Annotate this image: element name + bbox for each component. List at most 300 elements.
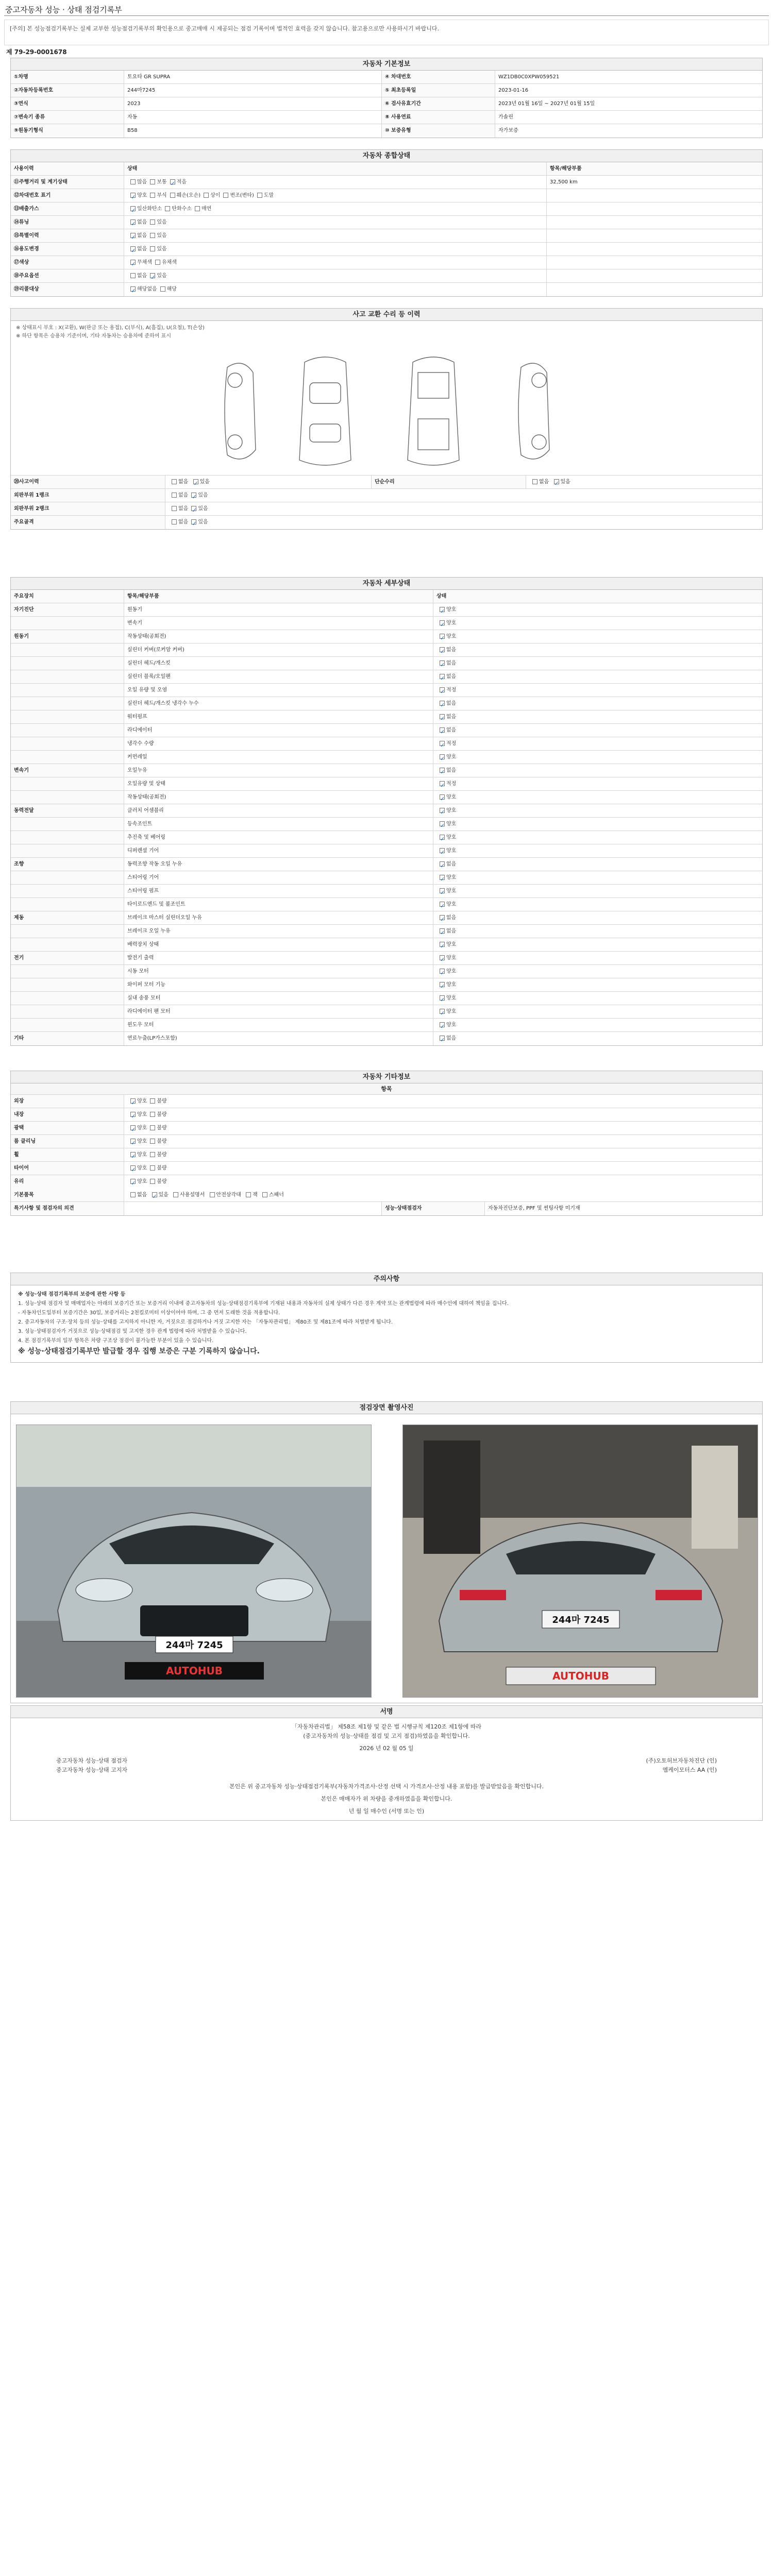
basic-info-label: ⑧ 사용연료 <box>382 111 495 124</box>
detail-group <box>11 710 124 723</box>
tools-jack-checkbox[interactable] <box>246 1192 251 1197</box>
panel-rank-row <box>11 516 762 529</box>
tools-spanner-checkbox[interactable] <box>262 1192 267 1197</box>
repair-none-checkbox[interactable] <box>532 479 537 484</box>
status-checkbox[interactable] <box>170 179 175 184</box>
extra-checkbox[interactable] <box>130 1112 136 1117</box>
detail-row <box>11 818 762 831</box>
detail-state-checkbox[interactable] <box>440 741 445 746</box>
detail-item: 연료누출(LP가스포함) <box>124 1032 433 1045</box>
basic-info-label: ⑩ 보증유형 <box>382 124 495 138</box>
extra-checkbox[interactable] <box>130 1165 136 1171</box>
extra-checkbox[interactable] <box>150 1165 155 1171</box>
notes-body <box>11 1285 762 1362</box>
detail-item: 워터펌프 <box>124 710 433 723</box>
rear-photo <box>402 1425 758 1698</box>
tools-manual-label: 사용설명서 <box>180 1192 205 1198</box>
detail-group <box>11 643 124 656</box>
status-checkbox[interactable] <box>160 286 165 292</box>
detail-item: 커먼레일 <box>124 751 433 764</box>
detail-group <box>11 818 124 831</box>
extra-checkbox[interactable] <box>150 1125 155 1130</box>
detail-group <box>11 791 124 804</box>
detail-state-checkbox[interactable] <box>440 902 445 907</box>
extra-row <box>11 1135 762 1148</box>
detail-item: 와이퍼 모터 기능 <box>124 978 433 991</box>
detail-group <box>11 885 124 897</box>
detail-state-checkbox[interactable] <box>440 821 445 826</box>
car-bottom-engine-area <box>418 372 449 398</box>
detail-state <box>433 885 762 897</box>
detail-group: 원동기 <box>11 630 124 643</box>
tools-yes-checkbox[interactable] <box>152 1192 157 1197</box>
extra-label: 유리 <box>11 1175 124 1189</box>
detail-state-label: 없음 <box>446 861 457 867</box>
detail-state-label: 양호 <box>446 848 457 854</box>
detail-state-checkbox[interactable] <box>440 942 445 947</box>
detail-state <box>433 1019 762 1031</box>
detail-item: 원동기 <box>124 603 433 616</box>
detail-state-checkbox[interactable] <box>440 687 445 692</box>
panel-rank-option-label: 있음 <box>198 506 208 512</box>
accident-row <box>11 476 762 489</box>
detail-item: 클러치 어셈블리 <box>124 804 433 817</box>
detail-item: 브레이크 마스터 실린더오일 누유 <box>124 911 433 924</box>
detail-state-label: 양호 <box>446 969 457 974</box>
car-left-rear-wheel <box>228 435 242 449</box>
panel-rank-checkbox[interactable] <box>191 493 196 498</box>
accident-none-checkbox[interactable] <box>172 479 177 484</box>
status-checkbox[interactable] <box>155 260 160 265</box>
basic-info-row <box>11 111 762 124</box>
status-checkbox[interactable] <box>223 193 228 198</box>
seller-row <box>15 1766 758 1775</box>
tools-yes-label: 있음 <box>158 1192 169 1198</box>
detail-state-label: 없음 <box>446 660 457 666</box>
status-note <box>547 283 762 296</box>
panel-rank-checkbox[interactable] <box>191 506 196 511</box>
panel-rank-checkbox[interactable] <box>172 506 177 511</box>
detail-state-checkbox[interactable] <box>440 835 445 840</box>
extra-checkbox[interactable] <box>130 1139 136 1144</box>
detail-item: 오일유량 및 상태 <box>124 777 433 790</box>
notes-warning: ※ 성능·상태점검기록부만 발급할 경우 집행 보증은 구분 기록하지 않습니다. <box>18 1347 260 1355</box>
status-label: ⑱주요옵션 <box>11 269 124 282</box>
status-option-label: 많음 <box>137 179 147 185</box>
tools-none-checkbox[interactable] <box>130 1192 136 1197</box>
panel-rank-options <box>165 502 762 515</box>
status-checkbox[interactable] <box>150 246 155 251</box>
basic-info-value: 244마7245 <box>124 84 382 97</box>
detail-item: 냉각수 수량 <box>124 737 433 750</box>
basic-info-label: ①차명 <box>11 71 124 83</box>
accident-options <box>165 476 372 488</box>
basic-info-value: 자가보증 <box>498 128 518 133</box>
detail-state-checkbox[interactable] <box>440 781 445 786</box>
extra-option-label: 양호 <box>137 1152 147 1158</box>
basic-info-value: WZ1DB0C0XPW059521 <box>498 74 560 80</box>
status-checkbox[interactable] <box>204 193 209 198</box>
detail-state-checkbox[interactable] <box>440 701 445 706</box>
status-option-label: 있음 <box>157 233 167 239</box>
car-top-windshield <box>310 383 341 403</box>
accident-yes-label: 있음 <box>199 479 210 485</box>
detail-state-checkbox[interactable] <box>440 808 445 813</box>
status-checkbox[interactable] <box>130 219 136 225</box>
detail-item: 실린더 헤드/개스킷 냉각수 누수 <box>124 697 433 710</box>
detail-item: 오일누유 <box>124 764 433 777</box>
basic-info-rows <box>11 71 762 138</box>
detail-state-checkbox[interactable] <box>440 1036 445 1041</box>
buyer-text: 본인은 매매자가 위 차량을 중개하였음을 확인합니다. <box>321 1795 452 1802</box>
detail-state-checkbox[interactable] <box>440 1022 445 1027</box>
detail-item: 타이로드엔드 및 볼조인트 <box>124 898 433 911</box>
tools-options <box>124 1189 762 1201</box>
extra-label: 내장 <box>11 1108 124 1121</box>
detail-row <box>11 1032 762 1045</box>
status-option-label: 일산화탄소 <box>137 206 162 212</box>
repair-none-label: 없음 <box>539 479 549 485</box>
special-label: 특기사항 및 점검자의 의견 <box>11 1202 124 1215</box>
status-options <box>124 176 547 189</box>
status-checkbox[interactable] <box>257 193 262 198</box>
status-checkbox[interactable] <box>130 206 136 211</box>
extra-options <box>124 1148 762 1161</box>
tools-triangle-checkbox[interactable] <box>210 1192 215 1197</box>
extra-options <box>124 1108 762 1121</box>
extra-row <box>11 1095 762 1108</box>
status-note <box>547 243 762 256</box>
detail-state-checkbox[interactable] <box>440 674 445 679</box>
detail-item: 라디에이터 팬 모터 <box>124 1005 433 1018</box>
detail-state-label: 양호 <box>446 982 457 988</box>
detail-item: 실내 송풍 모터 <box>124 992 433 1005</box>
status-option-label: 해당없음 <box>137 286 157 292</box>
detail-group <box>11 831 124 844</box>
panel-rank-label: 외판부위 1랭크 <box>11 489 165 502</box>
detail-row <box>11 603 762 617</box>
detail-state <box>433 831 762 844</box>
status-rows <box>11 176 762 296</box>
extra-option-label: 불량 <box>157 1152 167 1158</box>
note-item: ※ 성능·상태 점검기록부의 보증에 관한 사항 등 <box>18 1292 126 1297</box>
extra-checkbox[interactable] <box>130 1179 136 1184</box>
detail-state-checkbox[interactable] <box>440 714 445 719</box>
detail-row <box>11 791 762 804</box>
signature-date: 2026 년 02 월 05 일 <box>359 1745 414 1752</box>
panel-rank-checkbox[interactable] <box>172 519 177 524</box>
detail-state-checkbox[interactable] <box>440 660 445 666</box>
accident-yes-checkbox[interactable] <box>193 479 198 484</box>
extra-option-label: 불량 <box>157 1098 167 1104</box>
extra-options <box>124 1175 762 1189</box>
rear-car-image <box>403 1425 758 1698</box>
panel-rank-option-label: 없음 <box>178 519 189 525</box>
detail-state <box>433 965 762 978</box>
detail-state-label: 없음 <box>446 701 457 706</box>
inspector-cost-label: 성능·상태점검자 <box>382 1202 485 1215</box>
detail-row <box>11 751 762 764</box>
detail-state <box>433 710 762 723</box>
front-plate-text: 244마 7245 <box>165 1640 223 1651</box>
detail-row <box>11 898 762 911</box>
status-checkbox[interactable] <box>150 273 155 278</box>
notes-heading: 주의사항 <box>11 1273 762 1285</box>
tools-row <box>11 1189 762 1202</box>
status-label: ⑭튜닝 <box>11 216 124 229</box>
seller-label: 중고자동차 성능·상태 고지자 <box>56 1767 128 1773</box>
panel-rank-option-label: 있음 <box>198 519 208 525</box>
detail-row <box>11 952 762 965</box>
detail-state-checkbox[interactable] <box>440 995 445 1001</box>
car-right-rear-wheel <box>532 435 546 449</box>
extra-label: 외장 <box>11 1095 124 1108</box>
basic-info-value: 자동 <box>124 111 382 124</box>
status-option-label: 부식 <box>157 193 167 198</box>
note-item: 4. 본 점검기록부의 일부 항목은 차량 구조상 점검이 불가능한 부분이 있을 수 있습니다. <box>18 1338 214 1344</box>
detail-state-checkbox[interactable] <box>440 794 445 800</box>
detail-state <box>433 630 762 643</box>
detail-state-checkbox[interactable] <box>440 620 445 625</box>
detail-state-checkbox[interactable] <box>440 727 445 733</box>
status-checkbox[interactable] <box>170 193 175 198</box>
status-header-row <box>11 162 762 176</box>
status-label: ⑯용도변경 <box>11 243 124 256</box>
status-row <box>11 216 762 229</box>
status-option-label: 없음 <box>137 246 147 252</box>
accident-history-section <box>10 308 763 530</box>
detail-state-checkbox[interactable] <box>440 875 445 880</box>
extra-row <box>11 1148 762 1162</box>
status-option-label: 없음 <box>137 219 147 225</box>
detail-state <box>433 617 762 630</box>
status-option-label: 탄화수소 <box>172 206 192 212</box>
detail-item: 발전기 출력 <box>124 952 433 964</box>
detail-state <box>433 858 762 871</box>
detail-group <box>11 992 124 1005</box>
detail-state <box>433 898 762 911</box>
basic-info-row <box>11 71 762 84</box>
panel-rank-checkbox[interactable] <box>191 519 196 524</box>
extra-checkbox[interactable] <box>150 1179 155 1184</box>
detail-state <box>433 603 762 616</box>
status-row <box>11 176 762 189</box>
status-checkbox[interactable] <box>130 273 136 278</box>
detail-state-label: 양호 <box>446 875 457 880</box>
detail-state-label: 양호 <box>446 754 457 760</box>
status-option-label: 적음 <box>176 179 187 185</box>
basic-info-section <box>10 58 763 138</box>
signature-line2: (중고자동차의 성능·상태를 점검 및 고지 점검)하였음을 확인합니다. <box>303 1733 470 1739</box>
detail-group: 동력전달 <box>11 804 124 817</box>
detail-state-checkbox[interactable] <box>440 1009 445 1014</box>
basic-info-label: ⑥ 검사유효기간 <box>382 97 495 110</box>
basic-info-label: ④ 차대번호 <box>382 71 495 83</box>
extra-options <box>124 1162 762 1175</box>
status-label: ⑮특별이력 <box>11 229 124 242</box>
detail-state-checkbox[interactable] <box>440 861 445 867</box>
rear-plate-text: 244마 7245 <box>552 1615 610 1625</box>
detail-state-label: 양호 <box>446 995 457 1001</box>
status-col-item: 사용이력 <box>11 162 124 175</box>
status-option-label: 매연 <box>201 206 212 212</box>
status-option-label: 해당 <box>166 286 177 292</box>
basic-info-heading: 자동차 기본정보 <box>11 58 762 71</box>
extra-row <box>11 1108 762 1122</box>
status-checkbox[interactable] <box>150 219 155 225</box>
status-row <box>11 189 762 202</box>
status-checkbox[interactable] <box>130 233 136 238</box>
detail-state-label: 양호 <box>446 607 457 613</box>
detail-state-checkbox[interactable] <box>440 848 445 853</box>
tools-spanner-label: 스패너 <box>268 1192 284 1198</box>
status-row <box>11 283 762 296</box>
car-right-side-outline <box>518 363 549 459</box>
detail-state-checkbox[interactable] <box>440 915 445 920</box>
detail-row <box>11 617 762 630</box>
status-checkbox[interactable] <box>150 193 155 198</box>
detail-group: 전기 <box>11 952 124 964</box>
detail-state <box>433 844 762 857</box>
basic-info-value: 2023 <box>124 97 382 110</box>
status-label: ⑲리콜대상 <box>11 283 124 296</box>
detail-group <box>11 751 124 764</box>
detail-state-checkbox[interactable] <box>440 969 445 974</box>
detail-state-checkbox[interactable] <box>440 607 445 612</box>
extra-checkbox[interactable] <box>150 1139 155 1144</box>
detail-row <box>11 643 762 657</box>
panel-rank-checkbox[interactable] <box>172 493 177 498</box>
notice-box: [주의] 본 성능점검기록부는 실제 교부한 성능점검기록부의 확인용으로 중고매매 시 제공되는 점검 기록이며 법적인 효력을 갖지 않습니다. 참고용으로만 사용하시기 바랍니다. <box>4 20 769 45</box>
status-checkbox[interactable] <box>195 206 200 211</box>
car-right-front-wheel <box>532 373 546 387</box>
status-checkbox[interactable] <box>150 179 155 184</box>
doc-title: 중고자동차 성능 · 상태 점검기록부 <box>5 5 122 14</box>
detail-state-label: 양호 <box>446 620 457 626</box>
status-note <box>547 216 762 229</box>
front-car-image <box>16 1425 372 1698</box>
panel-rank-label: 외판부위 2랭크 <box>11 502 165 515</box>
tools-manual-checkbox[interactable] <box>173 1192 178 1197</box>
detail-group <box>11 617 124 630</box>
detail-group <box>11 724 124 737</box>
detail-item: 디퍼렌셜 기어 <box>124 844 433 857</box>
extra-checkbox[interactable] <box>150 1098 155 1104</box>
detail-state-label: 양호 <box>446 821 457 827</box>
detail-state <box>433 777 762 790</box>
detail-state-label: 없음 <box>446 727 457 733</box>
detail-state-label: 양호 <box>446 808 457 814</box>
basic-info-row <box>11 97 762 111</box>
detail-rows <box>11 603 762 1045</box>
status-checkbox[interactable] <box>130 246 136 251</box>
status-row <box>11 202 762 216</box>
status-checkbox[interactable] <box>165 206 170 211</box>
detail-item: 작동상태(공회전) <box>124 791 433 804</box>
inspector-row <box>15 1756 758 1766</box>
rear-banner-text: AUTOHUB <box>552 1670 609 1682</box>
detail-state-label: 양호 <box>446 835 457 840</box>
detail-state-label: 적정 <box>446 781 457 787</box>
detail-item: 배력장치 상태 <box>124 938 433 951</box>
basic-info-label: ⑨원동기형식 <box>11 124 124 138</box>
status-option-label: 있음 <box>157 219 167 225</box>
detail-group: 자기진단 <box>11 603 124 616</box>
extra-option-label: 불량 <box>157 1179 167 1184</box>
repair-yes-label: 있음 <box>560 479 570 485</box>
extra-checkbox[interactable] <box>150 1112 155 1117</box>
extra-checkbox[interactable] <box>130 1152 136 1157</box>
status-option-label: 있음 <box>157 246 167 252</box>
extra-checkbox[interactable] <box>130 1125 136 1130</box>
detail-row <box>11 804 762 818</box>
detail-row <box>11 844 762 858</box>
status-option-label: 없음 <box>137 273 147 279</box>
detail-state-checkbox[interactable] <box>440 768 445 773</box>
extra-option-label: 불량 <box>157 1125 167 1131</box>
detail-group <box>11 777 124 790</box>
detail-col-state: 상태 <box>433 590 762 603</box>
detail-item: 라디에이터 <box>124 724 433 737</box>
status-option-label: 무채색 <box>137 260 152 265</box>
detail-state <box>433 911 762 924</box>
detail-state-label: 없음 <box>446 928 457 934</box>
detail-state-checkbox[interactable] <box>440 888 445 893</box>
detail-state-checkbox[interactable] <box>440 955 445 960</box>
status-checkbox[interactable] <box>130 179 136 184</box>
detail-state-checkbox[interactable] <box>440 928 445 934</box>
detail-state-checkbox[interactable] <box>440 982 445 987</box>
detail-state-checkbox[interactable] <box>440 647 445 652</box>
detail-state-label: 양호 <box>446 1022 457 1028</box>
extra-row <box>11 1175 762 1189</box>
status-checkbox[interactable] <box>130 193 136 198</box>
extra-checkbox[interactable] <box>130 1098 136 1104</box>
status-checkbox[interactable] <box>130 260 136 265</box>
panel-rank-row <box>11 489 762 502</box>
photos-area <box>11 1414 762 1703</box>
extra-option-label: 양호 <box>137 1125 147 1131</box>
detail-state-label: 없음 <box>446 714 457 720</box>
status-option-label: 상이 <box>210 193 221 198</box>
detail-state <box>433 1032 762 1045</box>
status-options <box>124 256 547 269</box>
detail-item: 추진축 및 베어링 <box>124 831 433 844</box>
basic-info-value: 2023년 01월 16일 ~ 2027년 01월 15일 <box>498 101 595 107</box>
detail-state <box>433 804 762 817</box>
extra-option-label: 양호 <box>137 1165 147 1171</box>
status-checkbox[interactable] <box>130 286 136 292</box>
status-option-label: 없음 <box>137 233 147 239</box>
accident-none-label: 없음 <box>178 479 189 485</box>
status-option-label: 양호 <box>137 193 147 198</box>
extra-checkbox[interactable] <box>150 1152 155 1157</box>
tools-jack-label: 잭 <box>253 1192 258 1198</box>
detail-state-checkbox[interactable] <box>440 634 445 639</box>
detail-row <box>11 885 762 898</box>
status-option-label: 있음 <box>157 273 167 279</box>
detail-state-checkbox[interactable] <box>440 754 445 759</box>
signature-section <box>10 1705 763 1821</box>
status-checkbox[interactable] <box>150 233 155 238</box>
repair-yes-checkbox[interactable] <box>554 479 559 484</box>
front-banner-text: AUTOHUB <box>166 1665 223 1677</box>
extra-info-col: 항목 <box>11 1083 762 1095</box>
extra-info-section <box>10 1071 763 1216</box>
detail-group <box>11 938 124 951</box>
detail-state <box>433 764 762 777</box>
status-option-label: 유채색 <box>161 260 177 265</box>
